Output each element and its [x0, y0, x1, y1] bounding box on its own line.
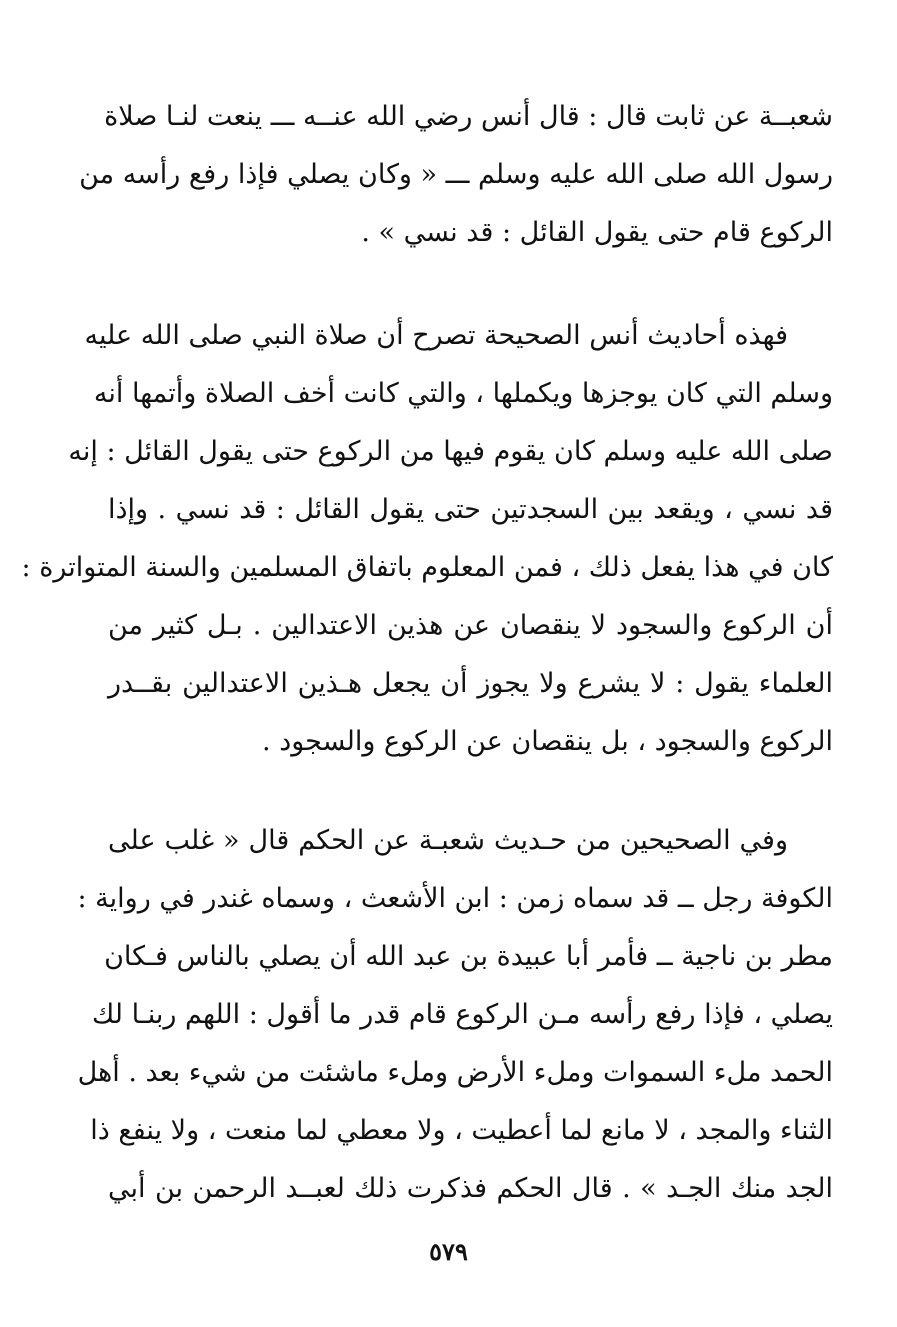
text-line: كان في هذا يفعل ذلك ، فمن المعلوم باتفاق المسلمين والسنة المتواترة : — [21, 552, 833, 583]
text-line: وفي الصحيحين من حـديث شعبـة عن الحكم قال « غلب على — [108, 825, 788, 856]
text-line: مطر بن ناجية ــ فأمر أبا عبيدة بن عبد الله أن يصلي بالناس فـكان — [104, 941, 833, 972]
text-line: أن الركوع والسجود لا ينقصان عن هذين الاعتدالين . بـل كثير من — [108, 610, 833, 641]
text-line: صلى الله عليه وسلم كان يقوم فيها من الركوع حتى يقول القائل : إنه — [68, 436, 833, 467]
paragraph-2 — [21, 307, 833, 771]
text-line: الثناء والمجد ، لا مانع لما أعطيت ، ولا معطي لما منعت ، ولا ينفع ذا — [90, 1115, 833, 1146]
paragraph-1 — [79, 88, 833, 262]
text-line: وسلم التي كان يوجزها ويكملها ، والتي كانت أخف الصلاة وأتمها أنه — [93, 378, 833, 409]
text-line: شعبــة عن ثابت قال : قال أنس رضي الله عنــه ـــ ينعت لنـا صلاة — [104, 101, 833, 132]
text-line: الحمد ملء السموات وملء الأرض وملء ماشئت من شيء بعد . أهل — [77, 1057, 833, 1088]
text-line: يصلي ، فإذا رفع رأسه مـن الركوع قام قدر ما أقول : اللهم ربنـا لك — [92, 999, 833, 1030]
text-line: الجد منك الجـد » . قال الحكم فذكرت ذلك لعبــد الرحمن بن أبي — [108, 1173, 833, 1204]
text-line: الركوع والسجود ، بل ينقصان عن الركوع والسجود . — [262, 726, 833, 757]
text-line: الركوع قام حتى يقول القائل : قد نسي » . — [361, 217, 833, 248]
paragraph-3 — [77, 812, 833, 1218]
text-line: قد نسي ، ويقعد بين السجدتين حتى يقول القائل : قد نسي . وإذا — [108, 494, 833, 525]
text-line: رسول الله صلى الله عليه وسلم ـــ « وكان يصلي فإذا رفع رأسه من — [79, 159, 833, 190]
text-line: الكوفة رجل ــ قد سماه زمن : ابن الأشعث ، وسماه غندر في رواية : — [77, 883, 833, 914]
text-line: فهذه أحاديث أنس الصحيحة تصرح أن صلاة النبي صلى الله عليه — [84, 320, 788, 351]
page-number: ٥٧٩ — [429, 1237, 468, 1266]
text-line: العلماء يقول : لا يشرع ولا يجوز أن يجعل هـذين الاعتدالين بقــدر — [108, 668, 833, 699]
